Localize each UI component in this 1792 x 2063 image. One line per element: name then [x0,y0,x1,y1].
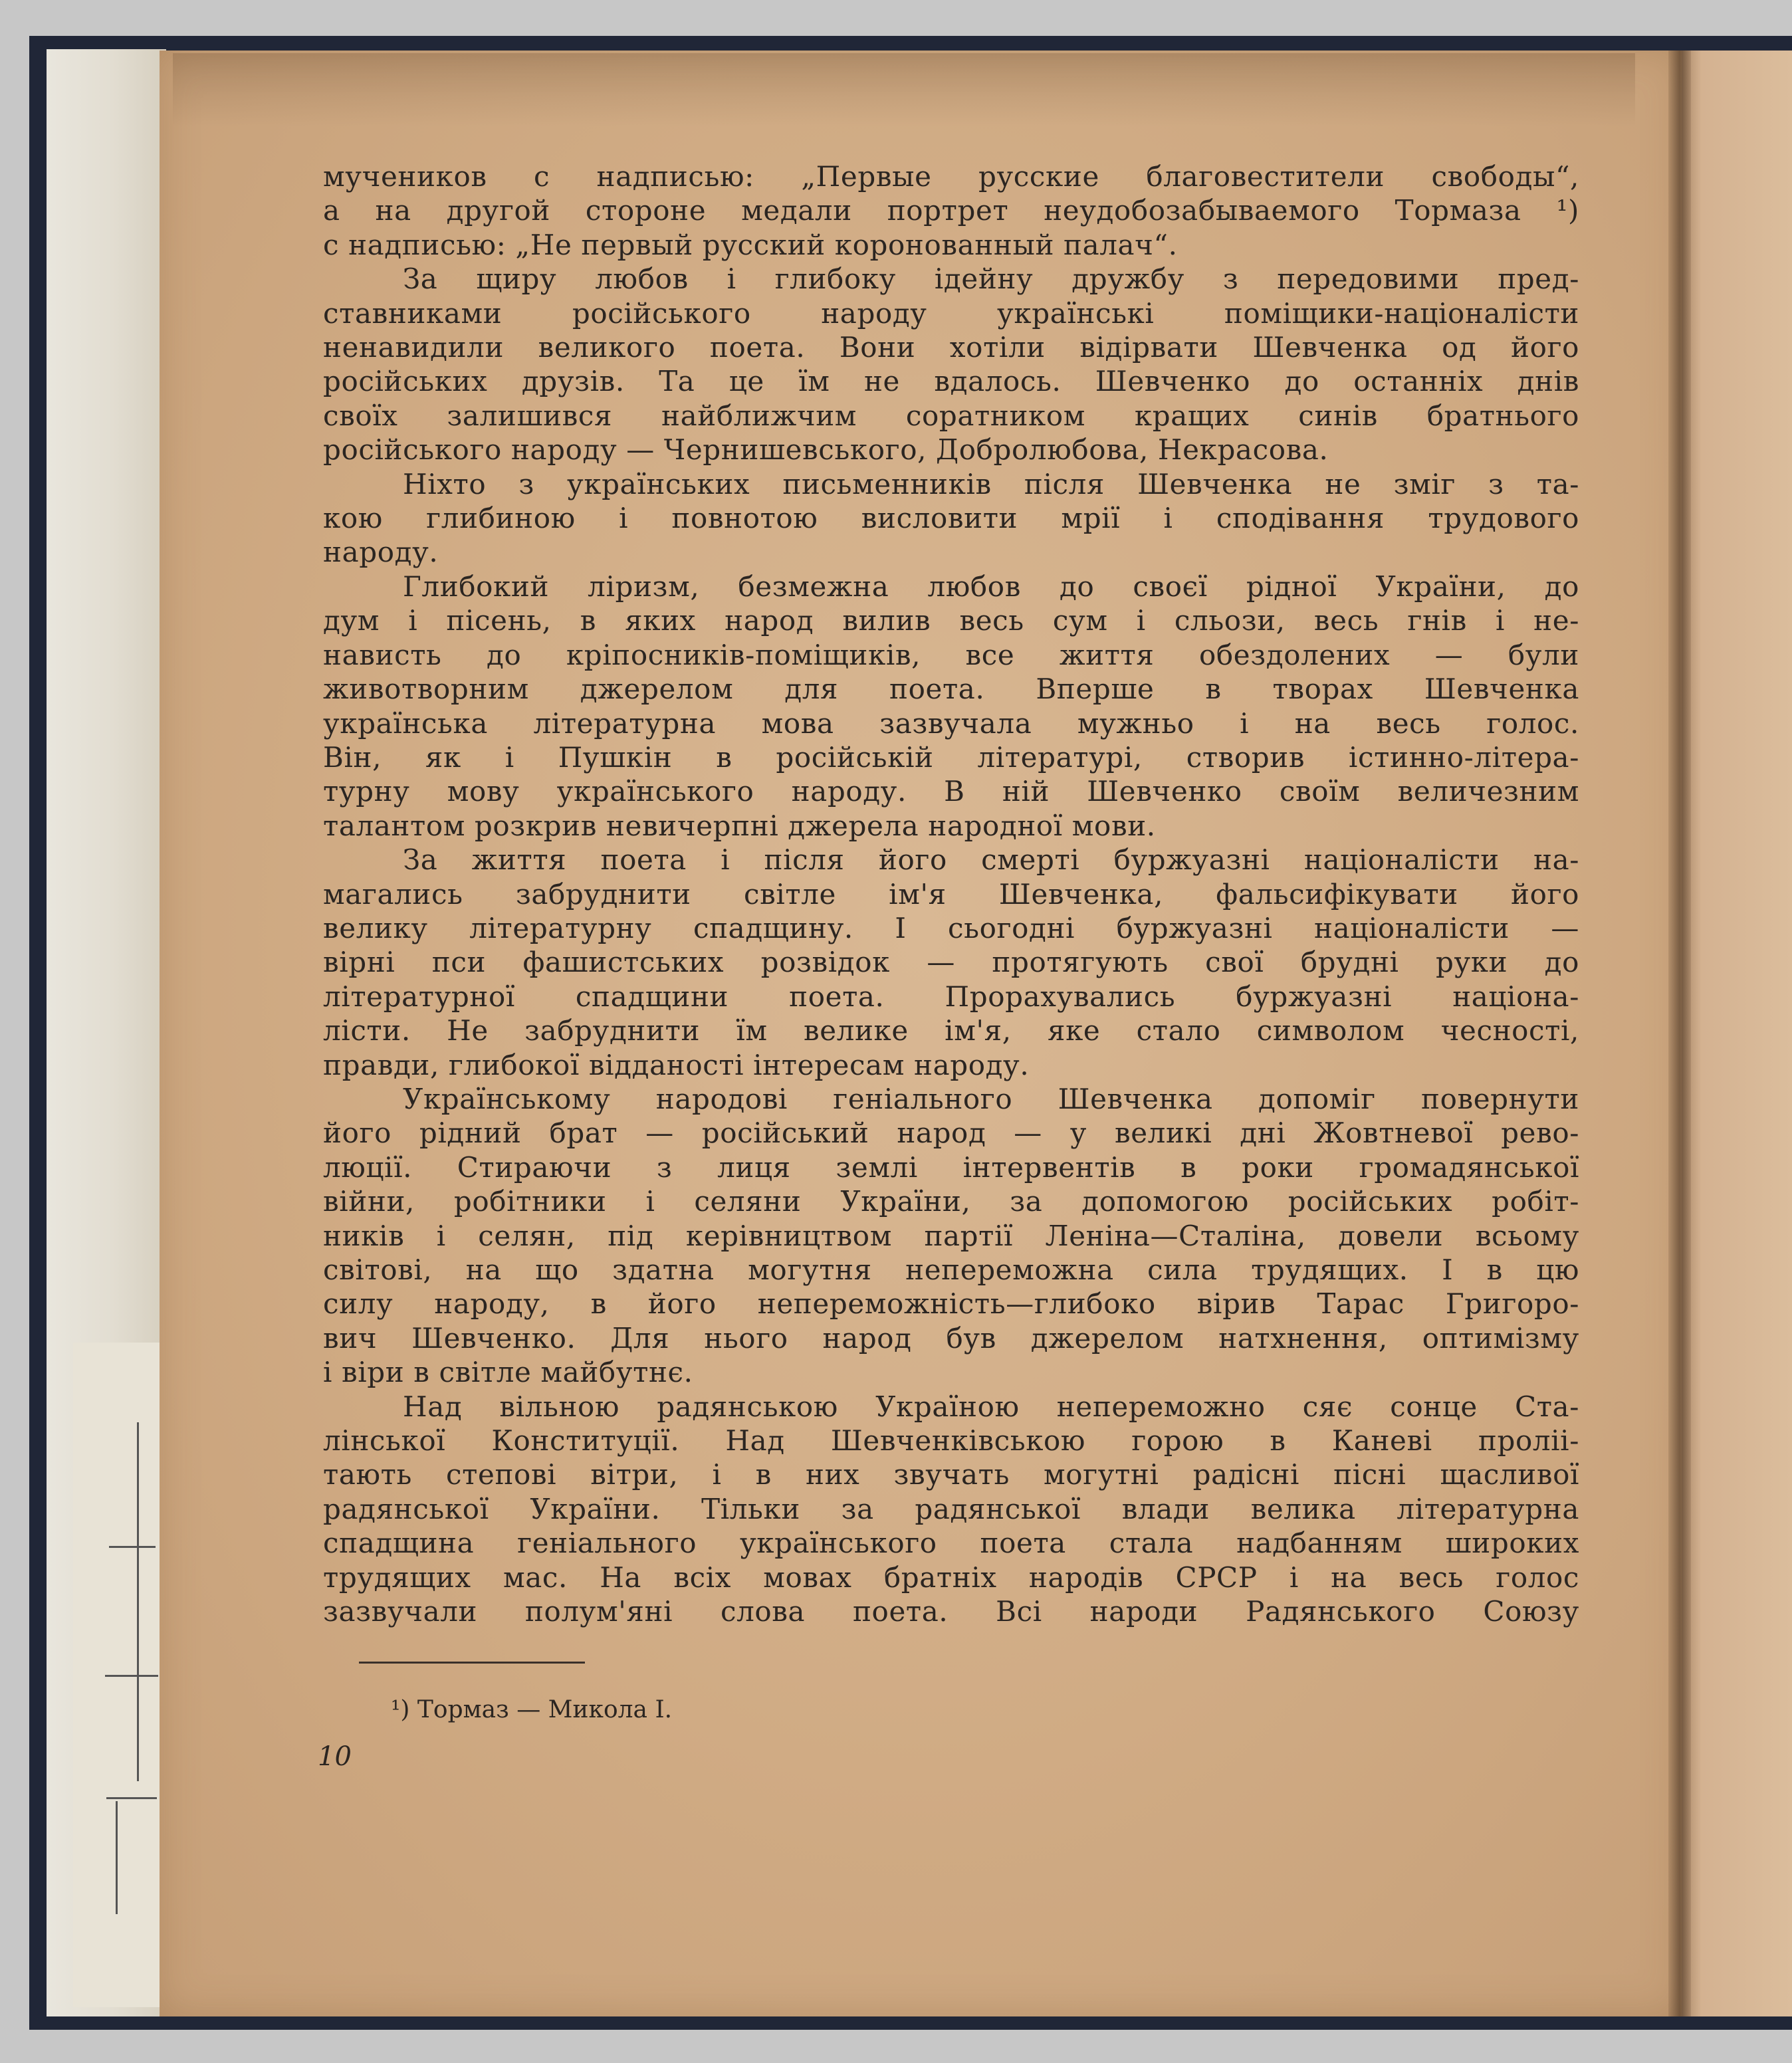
footnote-rule [359,1662,585,1664]
text-line: животворним джерелом для поета. Вперше в творах Шевченка [323,673,1579,706]
text-line: а на другой стороне медали портрет неудобозабываемого Тормаза ¹) [323,194,1579,227]
text-line: турну мову українського народу. В ній Шевченко своїм величезним [323,775,1579,808]
page-number: 10 [318,1741,352,1772]
pencil-line [137,1422,139,1781]
text-line: правди, глибокої відданості інтересам народу. [323,1048,1030,1081]
pencil-tick [106,1797,157,1799]
pencil-tick [105,1675,158,1677]
text-line: люції. Стираючи з лиця землі інтервентів в роки громадянської [323,1150,1579,1184]
footnote: ¹) Тормаз — Микола І. [391,1696,673,1723]
text-line: і віри в світле майбутнє. [323,1356,693,1389]
text-line: вірні пси фашистських розвідок — протягують свої брудні руки до [323,946,1579,979]
next-page [1682,51,1792,2016]
text-line: лісти. Не забруднити їм велике ім'я, яке стало символом чесності, [323,1014,1579,1047]
text-line: Глибокий ліризм, безмежна любов до своєї рідної України, до [403,570,1579,603]
text-line: дум і пісень, в яких народ вилив весь сум і сльози, весь гнів і не- [323,604,1579,637]
text-line: радянської України. Тільки за радянської влади велика літературна [323,1492,1579,1525]
text-line: Над вільною радянською Україною непереможно сяє сонце Ста- [403,1390,1579,1423]
text-line: силу народу, в його непереможність—глибоко вірив Тарас Григоро- [323,1287,1579,1321]
text-line: велику літературну спадщину. І сьогодні буржуазні націоналісти — [323,911,1579,944]
body-text [323,160,1579,1628]
text-line: світові, на що здатна могутня непереможна сила трудящих. І в цю [323,1253,1579,1286]
text-line: трудящих мас. На всіх мовах братніх народів СРСР і на весь голос [323,1561,1579,1594]
text-line: своїх залишився найближчим соратником кращих синів братнього [323,399,1579,432]
text-line: За життя поета і після його смерті буржуазні націоналісти на- [403,843,1579,877]
text-line: магались забруднити світле ім'я Шевченка, фальсифікувати його [323,877,1579,911]
text-line: вич Шевченко. Для нього народ був джерелом натхнення, оптимізму [323,1321,1579,1355]
pencil-line [116,1801,118,1914]
text-line: війни, робітники і селяни України, за допомогою російських робіт- [323,1185,1579,1218]
text-line: українська літературна мова зазвучала мужньо і на весь голос. [323,706,1579,740]
text-line: спадщина геніального українського поета стала надбанням широких [323,1527,1579,1560]
text-line: с надписью: „Не первый русский коронованный палач“. [323,228,1178,261]
text-line: ставниками російського народу українські поміщики-націоналісти [323,296,1579,330]
text-line: талантом розкрив невичерпні джерела народної мови. [323,809,1156,842]
text-line: ненавидили великого поета. Вони хотіли відірвати Шевченка од його [323,331,1579,364]
text-line: Він, як і Пушкін в російській літературі, створив істинно-літера- [323,740,1579,774]
text-line: літературної спадщини поета. Прорахувались буржуазні націона- [323,980,1579,1013]
text-line: За щиру любов і глибоку ідейну дружбу з передовими пред- [403,263,1579,296]
text-line: зазвучали полум'яні слова поета. Всі народи Радянського Союзу [323,1595,1579,1628]
page-shadow [173,53,1635,126]
text-line: мучеников с надписью: „Первые русские благовестители свободы“, [323,160,1579,193]
text-line: російських друзів. Та це їм не вдалось. Шевченко до останніх днів [323,365,1579,398]
text-line: народу. [323,536,439,569]
pencil-tick [109,1546,156,1548]
text-line: лінської Конституції. Над Шевченківською горою в Каневі проліі- [323,1424,1579,1458]
text-line: російського народу — Чернишевського, Добролюбова, Некрасова. [323,433,1329,467]
text-line: його рідний брат — російський народ — у великі дні Жовтневої рево- [323,1117,1579,1150]
book-gutter [1668,51,1691,2016]
text-line: тають степові вітри, і в них звучать могутні радісні пісні щасливої [323,1458,1579,1491]
paper-tab-strip [73,1343,173,2007]
text-line: Українському народові геніального Шевченка допоміг повернути [403,1082,1579,1115]
text-line: ників і селян, під керівництвом партії Леніна—Сталіна, довели всьому [323,1219,1579,1252]
text-line: кою глибиною і повнотою висловити мрії і сподівання трудового [323,502,1579,535]
text-line: Ніхто з українських письменників після Шевченка не зміг з та- [403,467,1579,500]
text-line: нависть до кріпосників-поміщиків, все життя обездолених — були [323,638,1579,671]
